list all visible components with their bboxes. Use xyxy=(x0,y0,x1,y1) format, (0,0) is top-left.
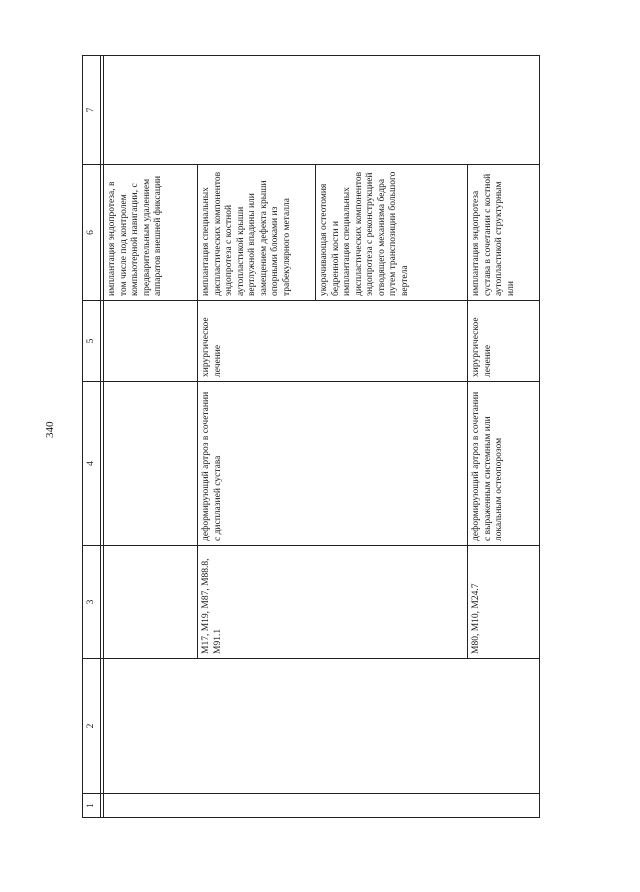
treatment-table xyxy=(82,55,540,818)
cell xyxy=(104,546,198,659)
col-header-6: 6 xyxy=(83,165,101,301)
cell xyxy=(468,794,540,818)
col-header-5: 5 xyxy=(83,301,101,382)
cell xyxy=(198,659,468,794)
cell-method: имплантация специальных диспластических компонентов эндопротеза с костной аутопластикой крыши вертлужной впадины или замещением дефекта крыши опорными блоками из трабекулярного металла xyxy=(198,165,316,301)
cell-diagnosis: деформирующий артроз в сочетании с выраженным системным или локальным остеопорозом xyxy=(468,382,540,546)
cell xyxy=(198,794,468,818)
col-header-4: 4 xyxy=(83,382,101,546)
table-row xyxy=(104,56,198,818)
cell-method: имплантация эндопротеза, в том числе под контролем компьютерной навигации, с предварительным удалением аппаратов внешней фиксации xyxy=(104,165,198,301)
col-header-2: 2 xyxy=(83,659,101,794)
cell-codes: M17, M19, M87, M88.8, M91.1 xyxy=(198,546,468,659)
cell xyxy=(104,794,198,818)
cell xyxy=(198,56,468,165)
cell-method: имплантация эндопротеза сустава в сочетании с костной аутопластикой структурным или xyxy=(468,165,540,301)
cell xyxy=(468,56,540,165)
cell-method: укорачивающая остеотомия бедренной кости и имплантация специальных диспластических компонентов эндопротеза с реконструкцией отводящего механизма бедра путем транспозиции большого вертела xyxy=(316,165,468,301)
page-number: 340 xyxy=(44,421,56,438)
cell-codes: M80, M10, M24.7 xyxy=(468,546,540,659)
cell-treatment: хирургическое лечение xyxy=(198,301,468,382)
cell-diagnosis: деформирующий артроз в сочетании с дисплазией сустава xyxy=(198,382,468,546)
rotated-table-container xyxy=(82,56,522,818)
cell xyxy=(104,56,198,165)
table-row xyxy=(198,56,316,818)
header-row xyxy=(83,56,101,818)
col-header-1: 1 xyxy=(83,794,101,818)
col-header-3: 3 xyxy=(83,546,101,659)
cell-treatment: хирургическое лечение xyxy=(468,301,540,382)
cell xyxy=(104,382,198,546)
col-header-7: 7 xyxy=(83,56,101,165)
cell xyxy=(104,301,198,382)
table-row xyxy=(468,56,540,818)
cell xyxy=(104,659,198,794)
cell xyxy=(468,659,540,794)
